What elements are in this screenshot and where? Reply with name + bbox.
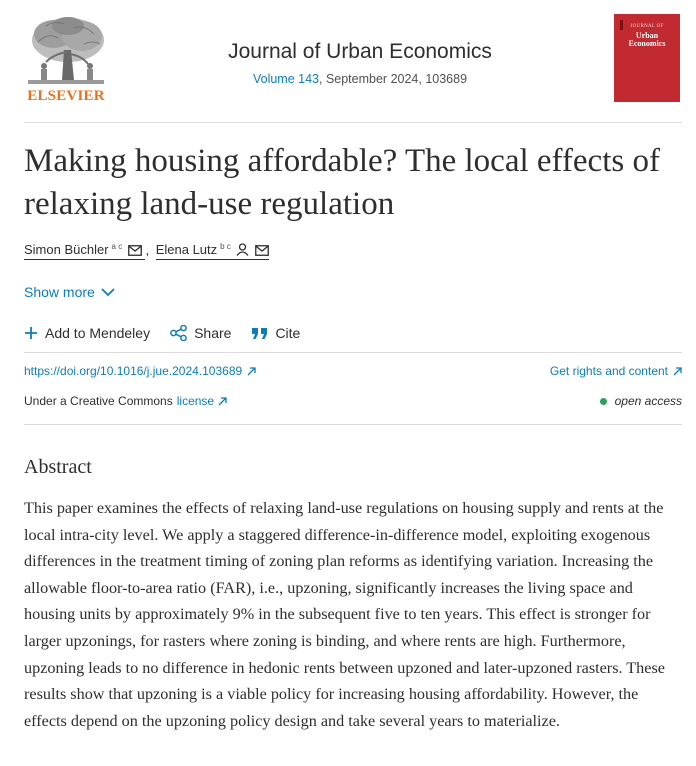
cover-small-text: JOURNAL OF (630, 24, 664, 29)
actions-divider (24, 352, 682, 353)
journal-cover-thumbnail[interactable] (614, 14, 680, 102)
license-row (24, 392, 682, 410)
chevron-down-icon (101, 288, 115, 297)
person-icon[interactable] (236, 243, 249, 256)
header-divider (24, 122, 682, 123)
open-access-badge (600, 394, 682, 408)
elsevier-tree-icon (24, 14, 108, 88)
license-info (24, 394, 227, 408)
get-rights-text: Get rights and content (549, 364, 668, 378)
share-button[interactable] (170, 325, 231, 341)
external-link-icon (673, 367, 682, 376)
show-more-label: Show more (24, 284, 95, 300)
open-access-label: open access (614, 394, 682, 408)
license-link[interactable]: license (176, 394, 215, 408)
share-label: Share (194, 325, 232, 341)
mail-icon[interactable] (255, 245, 269, 256)
show-more-button[interactable] (24, 284, 115, 300)
cover-title-line1: Urban (635, 31, 659, 40)
license-prefix: Under a Creative Commons (24, 394, 173, 408)
journal-header (0, 0, 696, 122)
add-to-mendeley-button[interactable] (24, 325, 150, 341)
mail-icon[interactable] (128, 245, 142, 256)
author-affiliations: a c (111, 242, 123, 251)
open-access-dot-icon (600, 398, 607, 405)
article-actions (24, 322, 320, 344)
abstract-heading: Abstract (24, 456, 92, 478)
external-link-icon (218, 397, 227, 406)
volume-link[interactable]: Volume 143 (252, 72, 319, 86)
author-link[interactable] (156, 242, 269, 260)
journal-issue-info (160, 72, 560, 86)
elsevier-logo[interactable] (24, 14, 108, 106)
meta-divider (24, 424, 682, 425)
doi-row (24, 362, 682, 380)
journal-title[interactable]: Journal of Urban Economics (228, 40, 492, 63)
doi-link[interactable] (24, 364, 256, 378)
get-rights-link[interactable] (550, 364, 682, 378)
share-icon (170, 325, 187, 341)
article-title: Making housing affordable? The local effects of relaxing land-use regulation (24, 143, 660, 222)
author-separator: , (145, 242, 150, 258)
author-link[interactable] (24, 242, 145, 260)
cite-label: Cite (275, 325, 301, 341)
author-name: Elena Lutz (155, 242, 218, 258)
cover-title (614, 32, 680, 48)
external-link-icon (247, 367, 256, 376)
issue-details: , September 2024, 103689 (319, 72, 468, 86)
cover-title-line2: Economics (628, 39, 666, 48)
author-affiliations: b c (220, 242, 231, 251)
doi-text: https://doi.org/10.1016/j.jue.2024.103689 (24, 364, 243, 378)
elsevier-wordmark: ELSEVIER (27, 88, 105, 104)
add-to-mendeley-label: Add to Mendeley (45, 325, 151, 341)
abstract-text: This paper examines the effects of relaxing land-use regulations on housing supply and rents at the local intra-city level. We apply a staggered difference-in-difference model, exploiting exogenous differences in the treatment timing of zoning plan reforms as identifying variation. Increasing the allowable floor-to-area ratio (FAR), i.e., upzoning, significantly increases the living space and housing units by approximately 9% in the subsequent five to ten years. This effect is stronger for larger upzonings, for rasters where zoning is binding, and where rents are high. Furthermore, upzoning leads to no difference in hedonic rents between upzoned and later-upzoned rasters. These results show that upzoning is a viable policy for increasing housing affordability. However, the effects depend on the upzoning policy design and take several years to materialize. (24, 499, 665, 730)
quote-icon (251, 327, 268, 340)
plus-icon (24, 326, 38, 340)
author-list (24, 242, 269, 262)
cite-button[interactable] (251, 325, 300, 341)
author-name: Simon Büchler (24, 242, 109, 258)
